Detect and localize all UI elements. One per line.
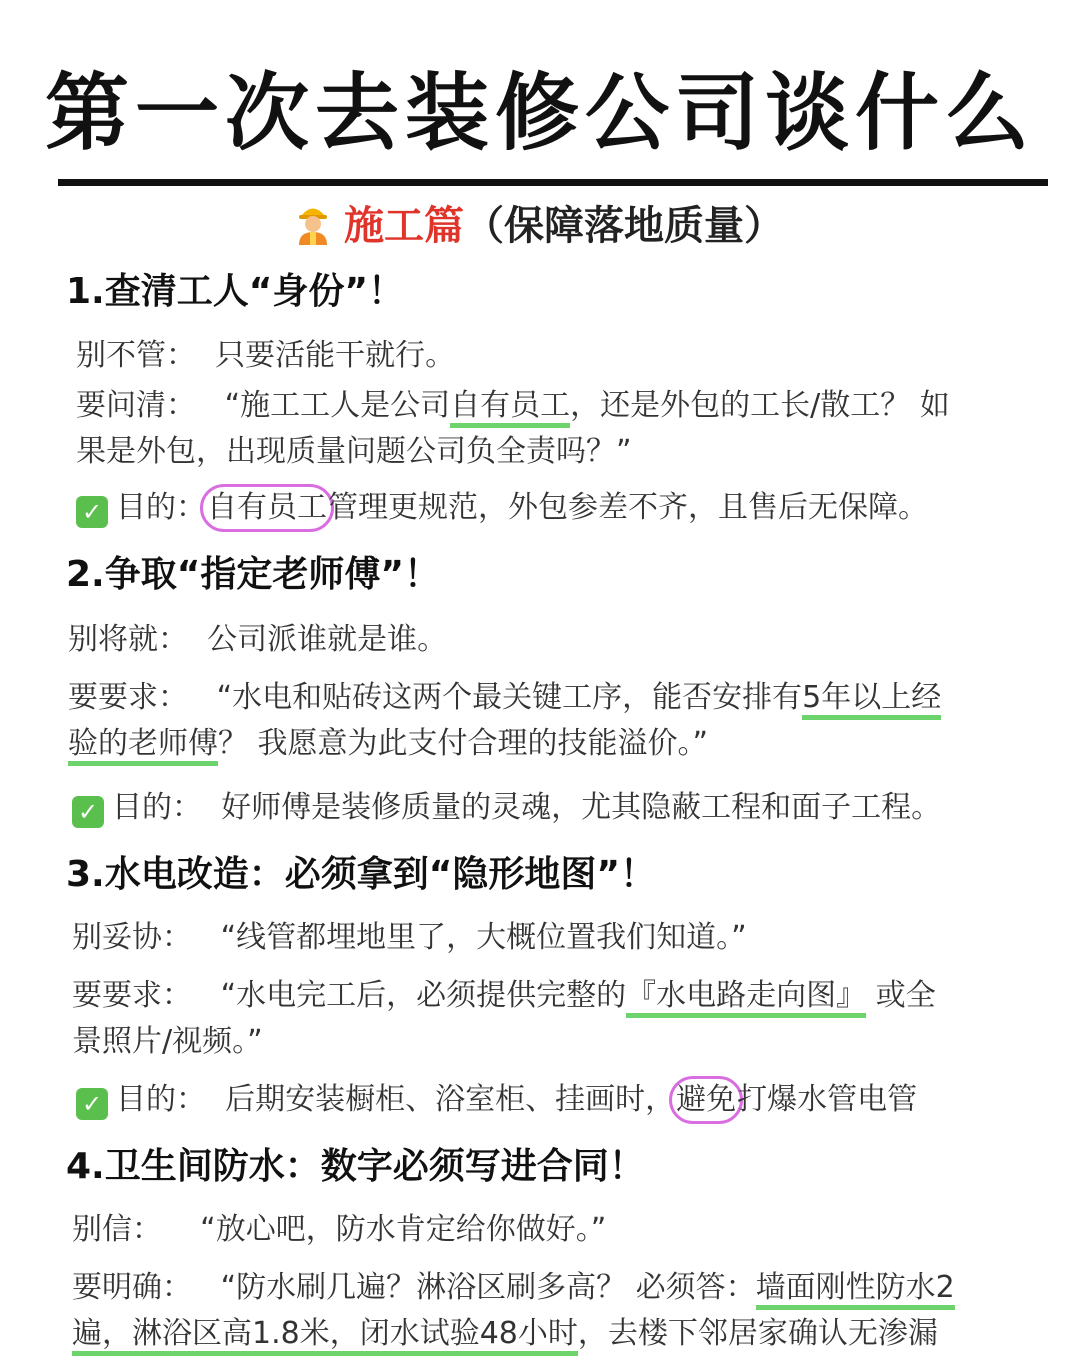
checkmark-icon: ✓: [76, 1088, 108, 1120]
dont-label: 别妥协：: [72, 920, 192, 955]
checkmark-icon: ✓: [72, 796, 104, 828]
dont-line-1: [76, 332, 455, 380]
ask-text: ，还是外包的工长/散工？ 如: [570, 388, 950, 423]
ask-label: 要问清：: [76, 388, 196, 423]
underlined-text: 5年以上经: [802, 680, 941, 720]
ask-line-2b: [68, 720, 708, 768]
ask-line-4b: [72, 1310, 938, 1358]
ask-label: 要要求：: [68, 680, 188, 715]
goal-text: 管理更规范，外包参差不齐，且售后无保障。: [328, 490, 928, 525]
dont-line-4: [72, 1206, 606, 1254]
goal-text: 后期安装橱柜、浴室柜、挂画时，: [225, 1082, 676, 1117]
goal-line-2: [72, 784, 941, 832]
goal-line-3: [76, 1076, 917, 1124]
section-subheading: [0, 198, 1080, 254]
goal-label: 目的：: [116, 1082, 206, 1117]
ask-label: 要明确：: [72, 1270, 192, 1305]
underlined-text: 『水电路走向图』: [626, 978, 866, 1018]
circled-text: 避免: [669, 1076, 743, 1124]
construction-worker-icon: [296, 201, 330, 245]
underlined-text: 验的老师傅: [68, 726, 218, 766]
ask-text: ？ 我愿意为此支付合理的技能溢价。”: [218, 726, 709, 761]
ask-line-3b: 景照片/视频。”: [72, 1024, 263, 1059]
dont-label: 别将就：: [68, 622, 188, 657]
section-heading-4: 4.卫生间防水：数字必须写进合同！: [66, 1146, 645, 1187]
ask-line-2a: [68, 674, 941, 722]
ask-text: “水电和贴砖这两个最关键工序，能否安排有: [216, 680, 803, 715]
goal-line-1: [76, 484, 928, 532]
dont-label: 别不管：: [76, 338, 196, 373]
title-divider: [58, 179, 1048, 186]
underlined-text: 墙面刚性防水2: [756, 1270, 955, 1310]
ask-line-1a: [76, 382, 950, 430]
page-title: 第一次去装修公司谈什么: [44, 64, 1035, 162]
underlined-text: 自有员工: [450, 388, 570, 428]
dont-text: “放心吧，防水肯定给你做好。”: [200, 1212, 607, 1247]
goal-text: 好师傅是装修质量的灵魂，尤其隐蔽工程和面子工程。: [221, 790, 942, 825]
dont-line-3: [72, 914, 747, 962]
goal-label: 目的：: [116, 490, 206, 525]
dont-text: 公司派谁就是谁。: [207, 622, 448, 657]
ask-text: ，去楼下邻居家确认无渗漏: [577, 1316, 938, 1351]
ask-text: “水电完工后，必须提供完整的: [220, 978, 627, 1013]
section-heading-1: 1.查清工人“身份”！: [66, 271, 405, 312]
goal-text: 打爆水管电管: [737, 1082, 918, 1117]
dont-text: 只要活能干就行。: [215, 338, 456, 373]
underlined-text: 遍，淋浴区高1.8米，闭水试验48小时: [72, 1316, 578, 1356]
ask-text: 或全: [875, 978, 936, 1013]
ask-text: “施工工人是公司: [224, 388, 451, 423]
ask-label: 要要求：: [72, 978, 192, 1013]
ask-line-4a: [72, 1264, 955, 1312]
section-heading-3: 3.水电改造：必须拿到“隐形地图”！: [66, 854, 657, 895]
ask-line-3a: [72, 972, 936, 1020]
subheading-colored: 施工篇: [344, 203, 464, 249]
goal-label: 目的：: [112, 790, 202, 825]
circled-text: 自有员工: [200, 484, 334, 532]
dont-text: “线管都埋地里了，大概位置我们知道。”: [220, 920, 747, 955]
section-heading-2: 2.争取“指定老师傅”！: [66, 554, 441, 595]
checkmark-icon: ✓: [76, 496, 108, 528]
ask-line-1b: 果是外包，出现质量问题公司负全责吗？”: [76, 434, 632, 469]
dont-label: 别信：: [72, 1212, 162, 1247]
ask-text: “防水刷几遍？淋浴区刷多高？ 必须答：: [220, 1270, 756, 1305]
dont-line-2: [68, 616, 447, 664]
subheading-rest: （保障落地质量）: [464, 203, 784, 249]
